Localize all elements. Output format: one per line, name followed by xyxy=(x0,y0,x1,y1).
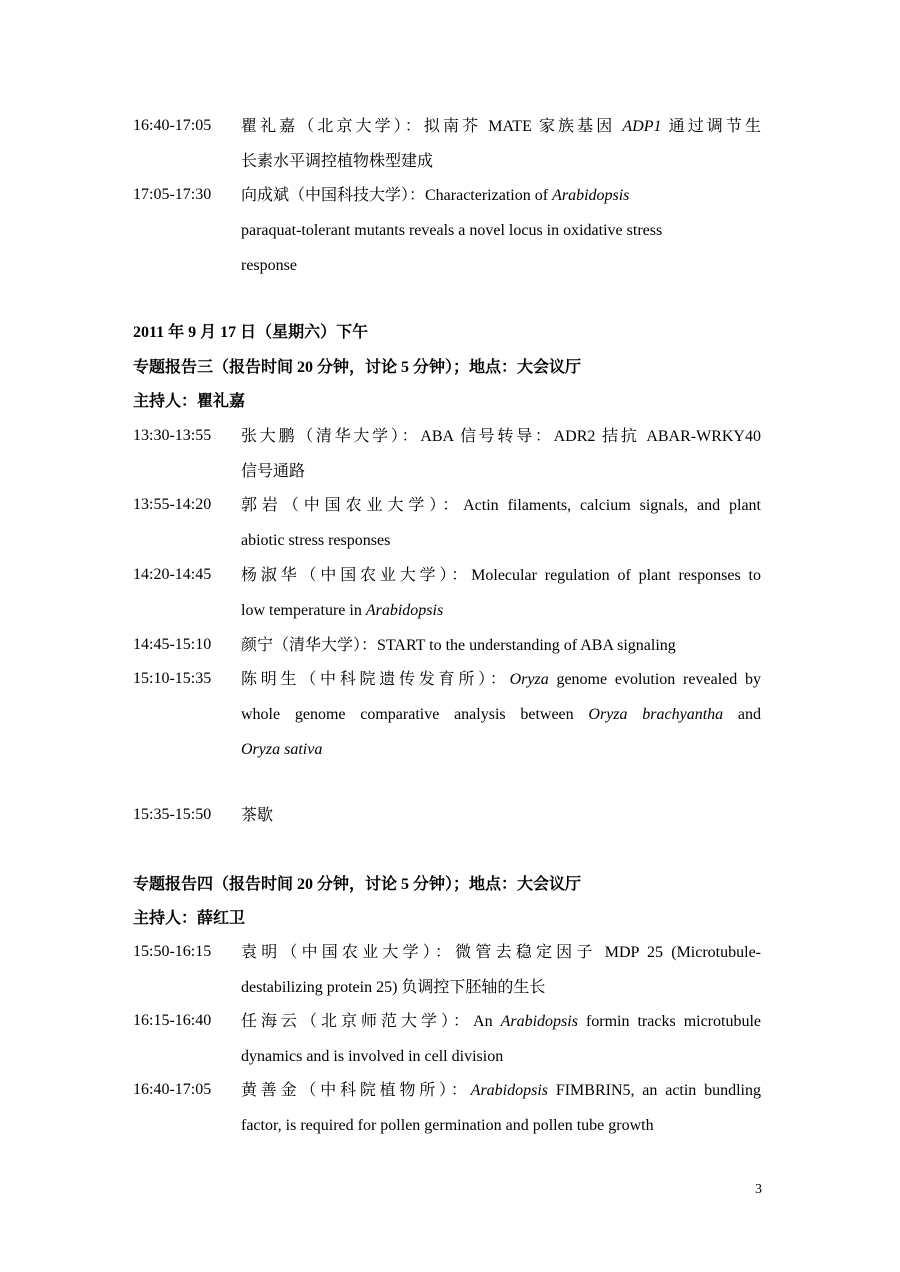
date-heading: 2011 年 9 月 17 日（星期六）下午 xyxy=(133,324,369,341)
entry-line: 袁明（中国农业大学）：微管去稳定因子 MDP 25 (Microtubule- xyxy=(241,944,761,961)
entry-time: 14:45-15:10 xyxy=(133,636,212,653)
entry-text xyxy=(241,427,761,497)
page-number: 3 xyxy=(755,1182,762,1197)
entry-line: 瞿礼嘉（北京大学）：拟南芥 MATE 家族基因 ADP1 通过调节生 xyxy=(241,118,761,135)
entry-time: 16:40-17:05 xyxy=(133,1081,212,1098)
entry-line: dynamics and is involved in cell division xyxy=(241,1048,504,1065)
break-label: 茶歇 xyxy=(241,807,274,824)
entry-line: 颜宁（清华大学）：START to the understanding of ABA signaling xyxy=(241,637,676,654)
entry-text xyxy=(241,1012,761,1082)
session3-host: 主持人：瞿礼嘉 xyxy=(133,393,246,410)
entry-time: 15:35-15:50 xyxy=(133,806,212,823)
entry-time: 15:10-15:35 xyxy=(133,670,212,687)
entry-line: 郭岩（中国农业大学）：Actin filaments, calcium signals, and plant xyxy=(241,497,761,514)
entry-time: 13:30-13:55 xyxy=(133,427,212,444)
session3-title: 专题报告三（报告时间 20 分钟，讨论 5 分钟）；地点：大会议厅 xyxy=(133,359,582,376)
entry-line: 张大鹏（清华大学）：ABA 信号转导：ADR2 拮抗 ABAR-WRKY40 xyxy=(241,428,761,445)
entry-time: 16:15-16:40 xyxy=(133,1012,212,1029)
session4-host: 主持人：薛红卫 xyxy=(133,910,246,927)
entry-time: 17:05-17:30 xyxy=(133,186,212,203)
entry-line: 向成斌（中国科技大学）：Characterization of Arabidopsis xyxy=(241,187,630,204)
entry-text xyxy=(241,1081,761,1151)
entry-line: low temperature in Arabidopsis xyxy=(241,602,444,619)
entry-line: paraquat-tolerant mutants reveals a novel locus in oxidative stress xyxy=(241,222,663,239)
entry-text xyxy=(241,496,761,566)
session4-title: 专题报告四（报告时间 20 分钟，讨论 5 分钟）；地点：大会议厅 xyxy=(133,876,582,893)
entry-text xyxy=(241,117,761,187)
entry-line: 任海云（北京师范大学）：An Arabidopsis formin tracks microtubule xyxy=(241,1013,762,1030)
entry-time: 15:50-16:15 xyxy=(133,943,212,960)
entry-line: 陈明生（中科院遗传发育所）：Oryza genome evolution revealed by xyxy=(241,671,761,688)
entry-line: whole genome comparative analysis between Oryza brachyantha and xyxy=(241,706,762,723)
entry-text xyxy=(241,670,761,775)
entry-line: abiotic stress responses xyxy=(241,532,391,549)
entry-line: Oryza sativa xyxy=(241,741,323,758)
entry-text xyxy=(241,806,761,841)
entry-text xyxy=(241,186,761,291)
entry-time: 13:55-14:20 xyxy=(133,496,212,513)
entry-line: destabilizing protein 25) 负调控下胚轴的生长 xyxy=(241,979,546,996)
entry-text xyxy=(241,566,761,636)
entry-line: 长素水平调控植物株型建成 xyxy=(241,153,434,170)
entry-time: 14:20-14:45 xyxy=(133,566,212,583)
entry-line: factor, is required for pollen germination and pollen tube growth xyxy=(241,1117,654,1134)
entry-line: response xyxy=(241,257,297,274)
entry-line: 杨淑华（中国农业大学）：Molecular regulation of plant responses to xyxy=(241,567,761,584)
entry-text xyxy=(241,636,761,671)
entry-time: 16:40-17:05 xyxy=(133,117,212,134)
entry-line: 黄善金（中科院植物所）：Arabidopsis FIMBRIN5, an actin bundling xyxy=(241,1082,761,1099)
entry-line: 信号通路 xyxy=(241,463,306,480)
entry-text xyxy=(241,943,761,1013)
